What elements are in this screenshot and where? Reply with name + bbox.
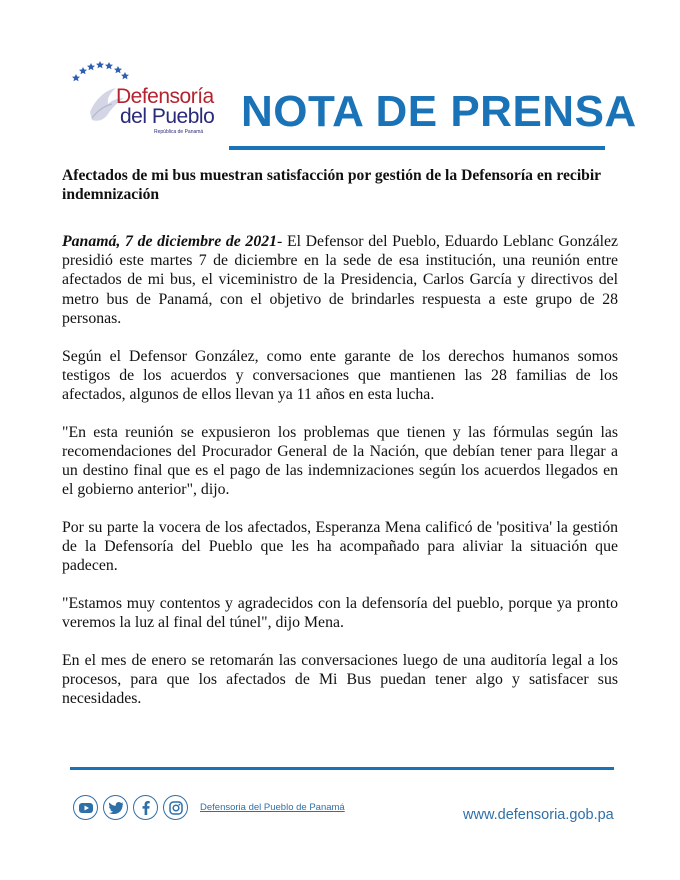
facebook-icon[interactable] <box>133 795 158 820</box>
social-links <box>73 795 188 820</box>
logo-name-line1: Defensoría <box>116 85 214 108</box>
article-headline: Afectados de mi bus muestran satisfacción por gestión de la Defensoría en recibir indemnización <box>62 167 601 203</box>
article-dateline: Panamá, 7 de diciembre de 2021 <box>62 233 278 250</box>
logo-country: República de Panamá <box>154 129 204 135</box>
website-link[interactable]: www.defensoria.gob.pa <box>463 807 614 823</box>
article-paragraph: En el mes de enero se retomarán las conversaciones luego de una auditoría legal a los procesos, para que los afectados de Mi Bus puedan tener algo y satisfacer sus necesidades. <box>62 651 618 708</box>
article-paragraph-text: - El Defensor del Pueblo, Eduardo Leblanc González presidió este martes 7 de diciembre en la sede de esa institución, una reunión entre afectados de mi bus, el viceministro de la Presidencia, Carlos García y directivos del metro bus de Panamá, con el objetivo de brindarles respuesta a este grupo de 28 personas. <box>62 233 619 327</box>
article-paragraph <box>62 232 618 328</box>
footer-divider <box>70 767 614 770</box>
article-body <box>62 232 618 727</box>
defensoria-logo <box>68 60 238 140</box>
article-paragraph: "En esta reunión se expusieron los problemas que tienen y las fórmulas según las recomendaciones del Procurador General de la Nación, que debían tener para llegar a un destino final que es el pago de las indemnizaciones según los acuerdos llegados en el gobierno anterior", dijo. <box>62 423 618 499</box>
instagram-icon[interactable] <box>163 795 188 820</box>
header-divider <box>229 146 605 150</box>
logo-name-line2: del Pueblo <box>120 105 215 128</box>
article-paragraph: Por su parte la vocera de los afectados, Esperanza Mena calificó de 'positiva' la gestión de la Defensoría del Pueblo que les ha acompañado para aliviar la situación que padecen. <box>62 518 618 575</box>
page-title: NOTA DE PRENSA <box>241 87 637 136</box>
article-paragraph: "Estamos muy contentos y agradecidos con la defensoría del pueblo, porque ya pronto veremos la luz al final del túnel", dijo Mena. <box>62 595 618 632</box>
twitter-icon[interactable] <box>103 795 128 820</box>
youtube-icon[interactable] <box>73 795 98 820</box>
article-paragraph: Según el Defensor González, como ente garante de los derechos humanos somos testigos de los acuerdos y conversaciones que mantienen las 28 familias de los afectados, algunos de ellos llevan ya 11 años en esta lucha. <box>62 347 618 403</box>
social-handle-link[interactable]: Defensoria del Pueblo de Panamá <box>200 802 345 813</box>
